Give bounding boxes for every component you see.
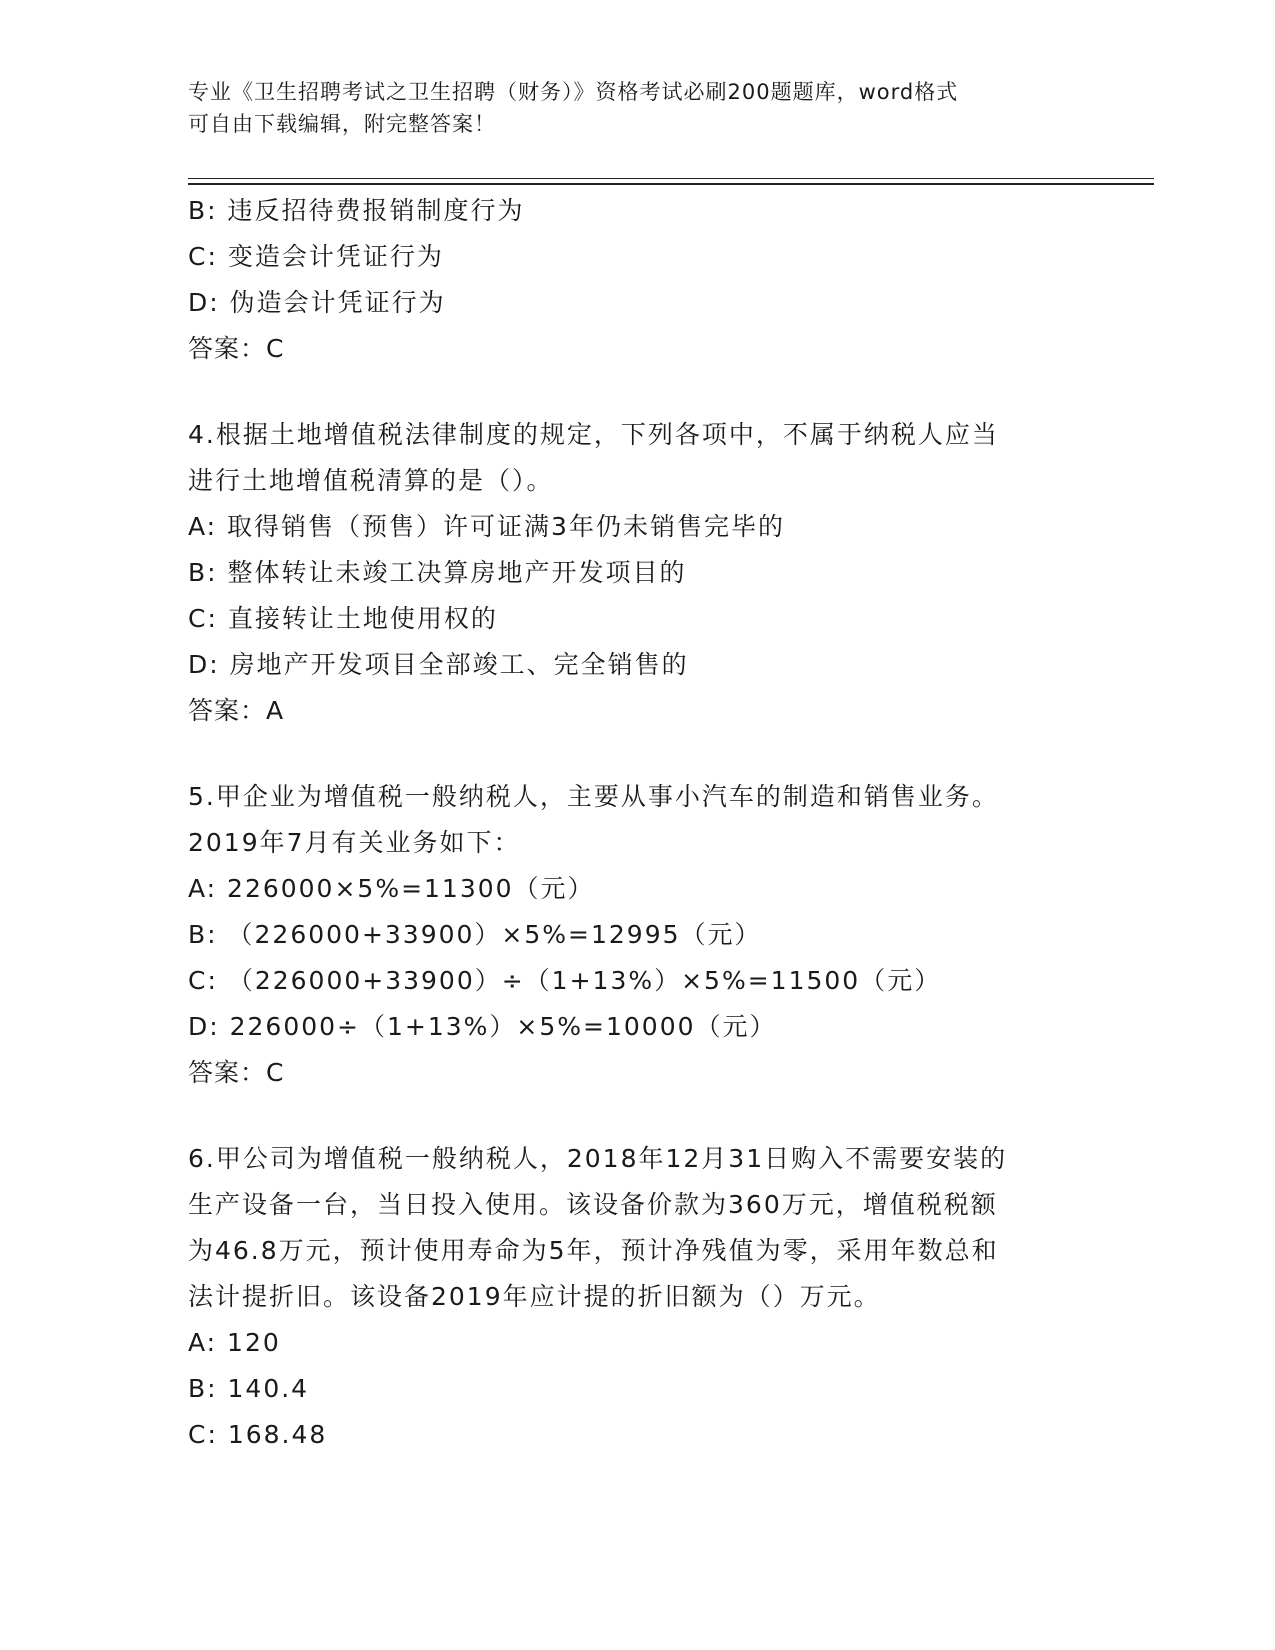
question-stem-line: 6.甲公司为增值税一般纳税人，2018年12月31日购入不需要安装的 <box>188 1144 1008 1173</box>
header-line-2: 可自由下载编辑，附完整答案！ <box>188 112 496 136</box>
header-rule-thin <box>188 178 1154 179</box>
option-b: B: 整体转让未竣工决算房地产开发项目的 <box>188 558 687 587</box>
answer: 答案：A <box>188 696 285 725</box>
question-3-tail <box>188 188 1088 372</box>
header-line-1: 专业《卫生招聘考试之卫生招聘（财务）》资格考试必刷200题题库，word格式 <box>188 80 959 104</box>
option-a: A: 取得销售（预售）许可证满3年仍未销售完毕的 <box>188 512 785 541</box>
header-rule-thick <box>188 183 1154 185</box>
option-d: D: 226000÷（1+13%）×5%=10000（元） <box>188 1012 777 1041</box>
option-c: C: 168.48 <box>188 1420 328 1449</box>
option-a: A: 120 <box>188 1328 281 1357</box>
question-4 <box>188 412 1088 734</box>
question-6 <box>188 1136 1088 1458</box>
answer: 答案：C <box>188 1058 285 1087</box>
option-d: D: 伪造会计凭证行为 <box>188 288 446 317</box>
option-b: B: 违反招待费报销制度行为 <box>188 196 525 225</box>
option-a: A: 226000×5%=11300（元） <box>188 874 595 903</box>
answer: 答案：C <box>188 334 285 363</box>
question-stem-line: 进行土地增值税清算的是（）。 <box>188 466 554 495</box>
document-header <box>188 76 1068 140</box>
option-c: C: 变造会计凭证行为 <box>188 242 444 271</box>
question-stem-line: 法计提折旧。该设备2019年应计提的折旧额为（）万元。 <box>188 1282 881 1311</box>
option-b: B: 140.4 <box>188 1374 310 1403</box>
option-b: B: （226000+33900）×5%=12995（元） <box>188 920 762 949</box>
option-c: C: （226000+33900）÷（1+13%）×5%=11500（元） <box>188 966 942 995</box>
question-stem-line: 2019年7月有关业务如下： <box>188 828 521 857</box>
question-5 <box>188 774 1088 1096</box>
question-stem-line: 为46.8万元，预计使用寿命为5年，预计净残值为零，采用年数总和 <box>188 1236 999 1265</box>
question-content <box>188 188 1088 1458</box>
question-stem-line: 5.甲企业为增值税一般纳税人，主要从事小汽车的制造和销售业务。 <box>188 782 999 811</box>
option-d: D: 房地产开发项目全部竣工、完全销售的 <box>188 650 689 679</box>
option-c: C: 直接转让土地使用权的 <box>188 604 498 633</box>
question-stem-line: 生产设备一台，当日投入使用。该设备价款为360万元，增值税税额 <box>188 1190 998 1219</box>
question-stem-line: 4.根据土地增值税法律制度的规定，下列各项中，不属于纳税人应当 <box>188 420 999 449</box>
